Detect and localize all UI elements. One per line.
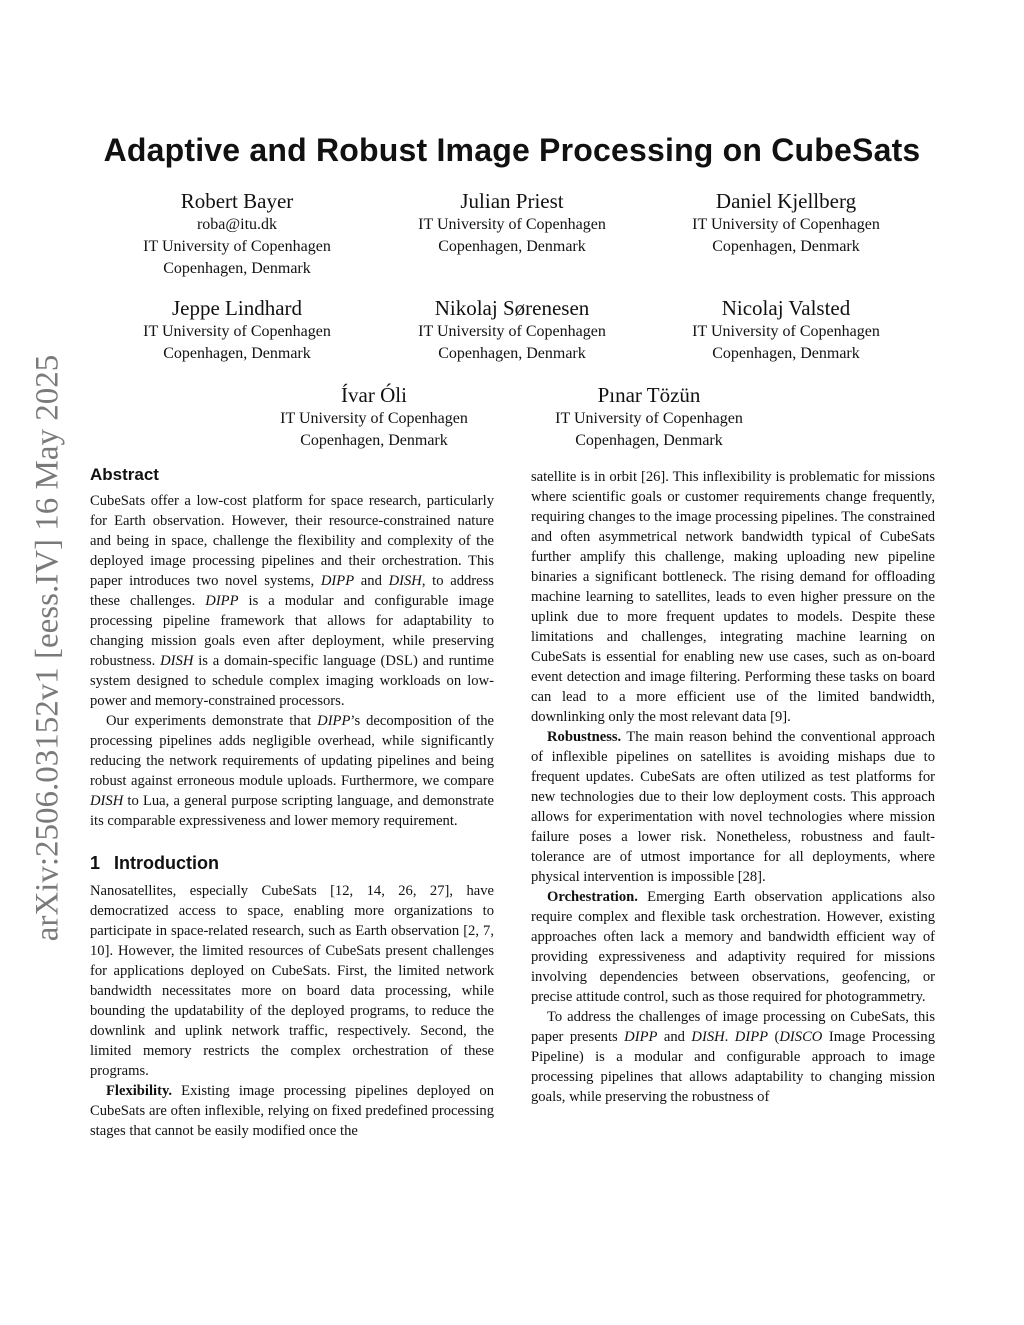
author-location: Copenhagen, Denmark bbox=[575, 432, 723, 449]
text-run: ( bbox=[768, 1029, 780, 1045]
text-run: CubeSats offer a low-cost platform for space research, particularly for Earth observation. However, their resource-constrained nature and being in space, challenge the flexibility and complexity of the deployed image processing pipelines and their orchestration. This paper introduces two novel systems, bbox=[90, 493, 494, 589]
flexibility-label: Flexibility. bbox=[106, 1083, 173, 1099]
disco-term: DISCO bbox=[779, 1029, 823, 1045]
author-block bbox=[117, 295, 357, 365]
dipp-term: DIPP bbox=[317, 713, 351, 729]
author-location: Copenhagen, Denmark bbox=[712, 345, 860, 362]
author-location: Copenhagen, Denmark bbox=[163, 260, 311, 277]
author-affiliation: IT University of Copenhagen bbox=[555, 410, 743, 427]
author-name: Julian Priest bbox=[460, 189, 564, 213]
text-run: Existing image processing pipelines deployed on CubeSats are often inflexible, relying on fixed predefined processing stages that cannot be easily modified once the bbox=[90, 1083, 494, 1139]
intro-heading bbox=[90, 851, 494, 875]
arxiv-identifier-text: arXiv:2506.03152v1 [eess.IV] 16 May 2025 bbox=[29, 354, 66, 941]
text-run: . bbox=[724, 1029, 735, 1045]
author-name: Pınar Tözün bbox=[597, 383, 701, 407]
dish-term: DISH bbox=[160, 653, 194, 669]
dipp-term: DIPP bbox=[624, 1029, 658, 1045]
right-column bbox=[531, 467, 935, 1107]
dipp-term: DIPP bbox=[205, 593, 239, 609]
author-name: Jeppe Lindhard bbox=[171, 296, 303, 320]
text-run: The main reason behind the conventional approach of inflexible pipelines on satellites is avoiding mishaps due to frequent updates. CubeSats are often utilized as test platforms for new technologies due to their low deployment costs. This approach allows for experimentation with novel technologies where mission failure poses a lower risk. Nonetheless, robustness and fault-tolerance are of utmost importance for all deployments, where physical intervention is impossible [28]. bbox=[531, 729, 935, 885]
author-block bbox=[254, 382, 494, 452]
author-affiliation: IT University of Copenhagen bbox=[418, 323, 606, 340]
author-location: Copenhagen, Denmark bbox=[163, 345, 311, 362]
author-block bbox=[117, 188, 357, 280]
text-run: To address the challenges of image processing on CubeSats, this paper presents bbox=[531, 1009, 935, 1045]
text-run: is a domain-specific language (DSL) and runtime system designed to schedule complex imaging workloads on low-power and memory-constrained processors. bbox=[90, 653, 494, 709]
abstract-paragraph bbox=[90, 491, 494, 711]
dish-term: DISH bbox=[691, 1029, 725, 1045]
author-block bbox=[529, 382, 769, 452]
author-name: Nikolaj Sørenesen bbox=[434, 296, 590, 320]
author-location: Copenhagen, Denmark bbox=[438, 238, 586, 255]
author-name: Robert Bayer bbox=[180, 189, 294, 213]
author-affiliation: IT University of Copenhagen bbox=[692, 323, 880, 340]
author-name: Ívar Óli bbox=[341, 383, 407, 407]
dish-term: DISH bbox=[388, 573, 422, 589]
robustness-paragraph bbox=[531, 727, 935, 887]
author-affiliation: IT University of Copenhagen bbox=[143, 323, 331, 340]
text-run: Our experiments demonstrate that bbox=[106, 713, 318, 729]
author-affiliation: IT University of Copenhagen bbox=[692, 216, 880, 233]
arxiv-identifier bbox=[18, 340, 78, 955]
text-run: and bbox=[657, 1029, 692, 1045]
author-affiliation: IT University of Copenhagen bbox=[418, 216, 606, 233]
author-location: Copenhagen, Denmark bbox=[712, 238, 860, 255]
text-run: is a modular and configurable image processing pipeline framework that allows for adaptability to changing mission goals even after deployment, while preserving robustness. bbox=[90, 593, 494, 669]
author-block bbox=[666, 295, 906, 365]
abstract-paragraph bbox=[90, 711, 494, 831]
orchestration-paragraph bbox=[531, 887, 935, 1007]
intro-paragraph: Nanosatellites, especially CubeSats [12, 14, 26, 27], have democratized access to space, enabling more organizations to participate in space-related research, such as Earth observation [2, 7, 10]. However, the limited resources of CubeSats present challenges for applications deployed on CubeSats. First, the limited network bandwidth necessitates more on board data processing, while bounding the updatability of the deployed programs, to reduce the downlink and uplink network traffic, respectively. Second, the limited memory restricts the complex orchestration of these programs. bbox=[90, 883, 494, 1079]
dipp-term: DIPP bbox=[734, 1029, 769, 1045]
abstract-heading: Abstract bbox=[90, 465, 159, 484]
author-name: Daniel Kjellberg bbox=[715, 189, 857, 213]
author-email[interactable]: roba@itu.dk bbox=[196, 216, 278, 233]
flexibility-continuation: satellite is in orbit [26]. This inflexibility is problematic for missions where scientific goals or customer requirements change frequently, requiring changes to the image processing pipelines. The constrained and often asymmetrical network bandwidth typical of CubeSats further amplify this challenge, making uploading new pipeline binaries a significant bottleneck. The rising demand for offloading machine learning to satellites, leads to even higher pressure on the uplink due to more frequent updates to models. Despite these limitations and challenges, integrating machine learning on CubeSats is essential for enabling new use cases, such as on-board event detection and image filtering. Performing these tasks on board can lead to a more efficient use of the limited bandwidth, downlinking only the most relevant data [9]. bbox=[531, 469, 935, 725]
text-run: and bbox=[354, 573, 389, 589]
author-block bbox=[392, 188, 632, 258]
dish-term: DISH bbox=[90, 793, 124, 809]
section-number: 1 bbox=[90, 853, 101, 873]
author-name: Nicolaj Valsted bbox=[721, 296, 851, 320]
author-block bbox=[392, 295, 632, 365]
text-run: ’s decomposition of the processing pipelines adds negligible overhead, while significantly reducing the network requirements of updating pipelines and being robust against erroneous module uploads. Furthermore, we compare bbox=[90, 713, 494, 789]
flexibility-paragraph bbox=[90, 1081, 494, 1141]
left-column bbox=[90, 463, 494, 1141]
text-run: Image Processing Pipeline) is a modular and configurable approach to image processing pipelines that allows adaptability to changing mission goals, while preserving the robustness of bbox=[531, 1029, 935, 1105]
author-affiliation: IT University of Copenhagen bbox=[143, 238, 331, 255]
author-location: Copenhagen, Denmark bbox=[300, 432, 448, 449]
orchestration-label: Orchestration. bbox=[547, 889, 638, 905]
author-location: Copenhagen, Denmark bbox=[438, 345, 586, 362]
text-run: Emerging Earth observation applications also require complex and flexible task orchestration. However, existing approaches often lack a memory and bandwidth efficient way of providing expressiveness and adaptivity required for missions involving dependencies between observations, geofencing, or precise attitude control, such as those required for photogrammetry. bbox=[531, 889, 935, 1005]
contribution-paragraph bbox=[531, 1007, 935, 1107]
text-run: to Lua, a general purpose scripting language, and demonstrate its comparable expressiveness and lower memory requirement. bbox=[90, 793, 494, 829]
dipp-term: DIPP bbox=[320, 573, 355, 589]
section-title: Introduction bbox=[114, 853, 219, 873]
paper-title: Adaptive and Robust Image Processing on CubeSats bbox=[103, 132, 921, 168]
author-block bbox=[666, 188, 906, 258]
robustness-label: Robustness. bbox=[547, 729, 622, 745]
text-run: , to address these challenges. bbox=[90, 573, 494, 609]
author-affiliation: IT University of Copenhagen bbox=[280, 410, 468, 427]
